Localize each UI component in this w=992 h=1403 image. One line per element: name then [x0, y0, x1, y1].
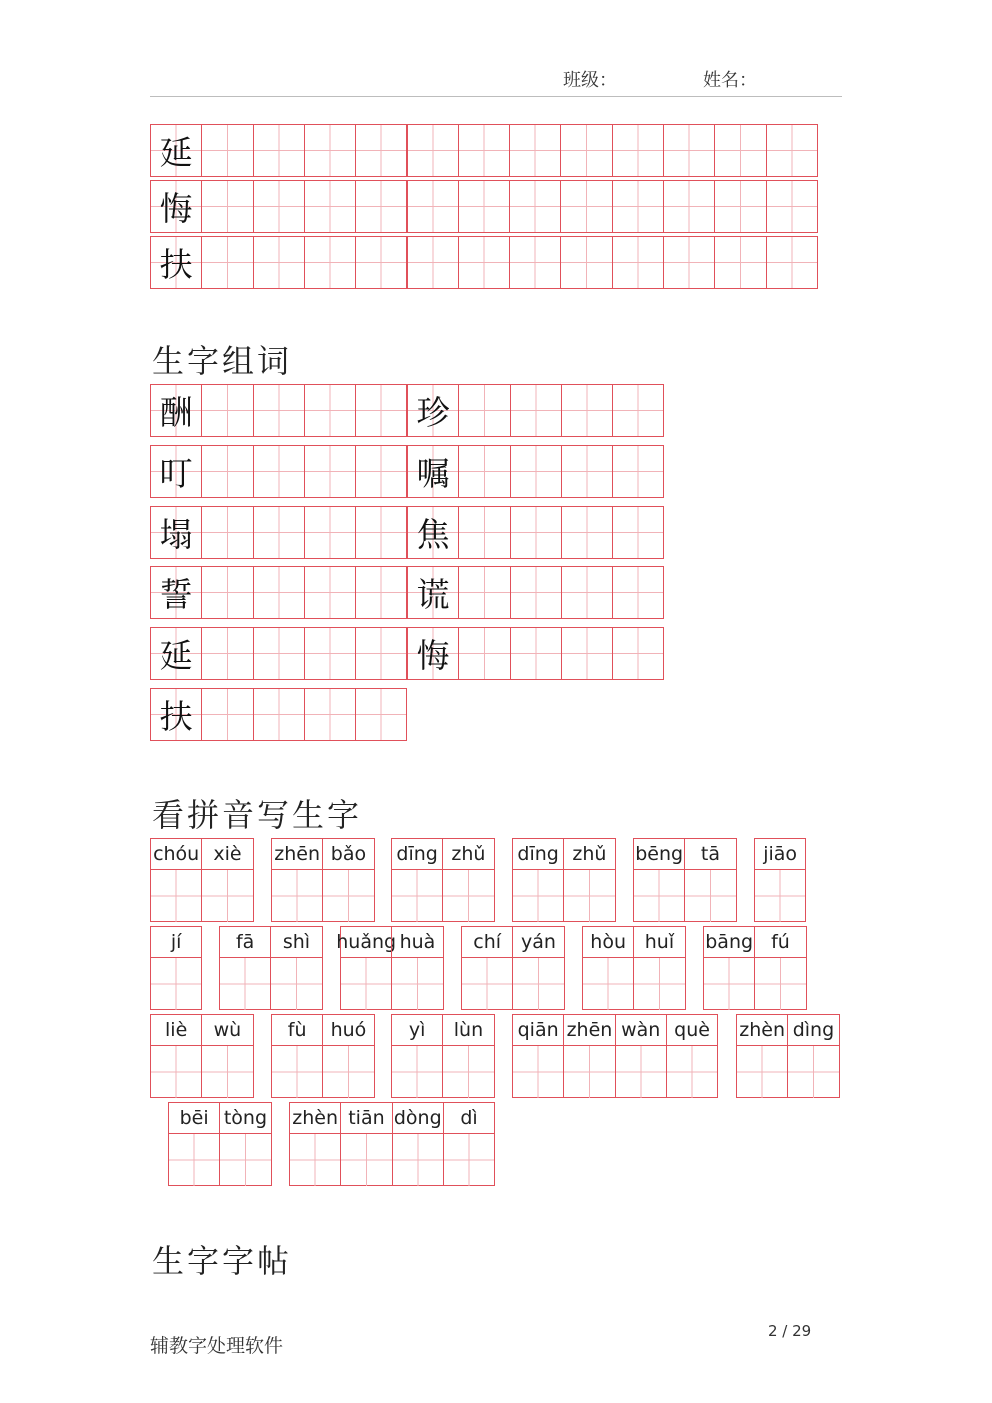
word-blank-cell: [458, 506, 510, 559]
word-blank-cell: [458, 627, 510, 680]
pinyin-cell: [168, 1102, 220, 1186]
pinyin-text: zhèn: [737, 1015, 787, 1046]
pinyin-text: huǎng: [341, 927, 391, 958]
name-label: 姓名：: [703, 70, 757, 91]
word-char: 扶: [159, 697, 193, 736]
word-char: 悔: [416, 636, 450, 675]
pinyin-cell: [703, 926, 755, 1010]
word-char: 叮: [159, 454, 193, 493]
word-char-cell: [407, 506, 459, 559]
pinyin-write-box: [667, 1046, 717, 1098]
pinyin-cell: [391, 838, 443, 922]
pinyin-cell: [512, 838, 564, 922]
word-blank-cell: [355, 688, 407, 741]
word-char: 酬: [159, 393, 193, 432]
pinyin-write-box: [151, 958, 201, 1010]
word-blank-cell: [201, 445, 253, 498]
word-char-cell: [150, 384, 202, 437]
practice-blank-cell: [663, 124, 715, 177]
pinyin-cell: [270, 926, 322, 1010]
practice-blank-cell: [714, 124, 766, 177]
practice-char: 延: [159, 133, 193, 172]
pinyin-write-box: [323, 870, 373, 922]
word-blank-cell: [304, 688, 356, 741]
pinyin-write-box: [220, 1134, 270, 1186]
pinyin-text: zhǔ: [443, 839, 493, 870]
word-char-cell: [150, 627, 202, 680]
pinyin-cell: [219, 1102, 271, 1186]
pinyin-write-box: [341, 958, 391, 1010]
word-blank-cell: [458, 566, 510, 619]
word-blank-cell: [304, 384, 356, 437]
pinyin-text: fù: [272, 1015, 322, 1046]
practice-blank-cell: [612, 236, 664, 289]
practice-blank-cell: [407, 180, 459, 233]
word-blank-cell: [561, 566, 613, 619]
practice-blank-cell: [407, 236, 459, 289]
pinyin-cell: [150, 1014, 202, 1098]
pinyin-cell: [563, 838, 615, 922]
practice-char: 扶: [159, 245, 193, 284]
pinyin-text: zhēn: [564, 1015, 614, 1046]
pinyin-write-box: [513, 958, 563, 1010]
pinyin-write-box: [151, 1046, 201, 1098]
practice-blank-cell: [612, 124, 664, 177]
pinyin-text: fú: [755, 927, 805, 958]
pinyin-write-box: [616, 1046, 666, 1098]
pinyin-cell: [633, 926, 685, 1010]
pinyin-text: yán: [513, 927, 563, 958]
practice-blank-cell: [201, 236, 253, 289]
pinyin-write-box: [341, 1134, 391, 1186]
word-blank-cell: [201, 384, 253, 437]
pinyin-write-box: [443, 870, 493, 922]
pinyin-write-box: [634, 870, 684, 922]
pinyin-cell: [787, 1014, 839, 1098]
pinyin-cell: [150, 838, 202, 922]
pinyin-cell: [754, 838, 806, 922]
pinyin-cell: [736, 1014, 788, 1098]
practice-blank-cell: [355, 124, 407, 177]
class-label: 班级：: [563, 70, 617, 91]
copybook-section-title: 生字字帖: [152, 1242, 293, 1280]
pinyin-cell: [391, 1014, 443, 1098]
practice-blank-cell: [458, 180, 510, 233]
pinyin-cell: [442, 838, 494, 922]
pinyin-text: xiè: [202, 839, 252, 870]
word-char-cell: [150, 506, 202, 559]
word-blank-cell: [355, 566, 407, 619]
practice-blank-cell: [355, 180, 407, 233]
word-char-cell: [407, 566, 459, 619]
practice-blank-cell: [612, 180, 664, 233]
pinyin-text: bēng: [634, 839, 684, 870]
pinyin-text: zhēn: [272, 839, 322, 870]
pinyin-text: tòng: [220, 1103, 270, 1134]
pinyin-text: huǐ: [634, 927, 684, 958]
pinyin-cell: [512, 1014, 564, 1098]
pinyin-cell: [443, 1102, 495, 1186]
pinyin-write-box: [271, 958, 321, 1010]
pinyin-text: liè: [151, 1015, 201, 1046]
pinyin-write-box: [704, 958, 754, 1010]
pinyin-text: dìng: [788, 1015, 838, 1046]
pinyin-write-box: [634, 958, 684, 1010]
word-blank-cell: [253, 445, 305, 498]
pinyin-write-box: [393, 1134, 443, 1186]
word-blank-cell: [304, 627, 356, 680]
pinyin-write-box: [169, 1134, 219, 1186]
pinyin-cell: [684, 838, 736, 922]
pinyin-cell: [150, 926, 202, 1010]
practice-blank-cell: [714, 236, 766, 289]
practice-blank-cell: [766, 124, 818, 177]
word-blank-cell: [561, 627, 613, 680]
practice-blank-cell: [766, 236, 818, 289]
word-blank-cell: [304, 506, 356, 559]
word-blank-cell: [201, 566, 253, 619]
word-char-cell: [407, 384, 459, 437]
word-blank-cell: [612, 506, 664, 559]
pinyin-text: jí: [151, 927, 201, 958]
pinyin-text: chóu: [151, 839, 201, 870]
pinyin-cell: [442, 1014, 494, 1098]
practice-blank-cell: [201, 124, 253, 177]
word-blank-cell: [612, 384, 664, 437]
practice-blank-cell: [663, 236, 715, 289]
word-blank-cell: [253, 688, 305, 741]
word-blank-cell: [612, 445, 664, 498]
pinyin-write-box: [513, 870, 563, 922]
practice-blank-cell: [560, 124, 612, 177]
practice-char-cell: [150, 236, 202, 289]
practice-blank-cell: [253, 124, 305, 177]
practice-blank-cell: [560, 236, 612, 289]
pinyin-cell: [336, 926, 397, 1010]
pinyin-section-title: 看拼音写生字: [152, 796, 363, 834]
pinyin-write-box: [462, 958, 512, 1010]
word-char-cell: [150, 566, 202, 619]
word-char-cell: [150, 688, 202, 741]
pinyin-write-box: [151, 870, 201, 922]
pinyin-cell: [289, 1102, 341, 1186]
pinyin-cell: [392, 1102, 444, 1186]
pinyin-text: jiāo: [755, 839, 805, 870]
footer-software-name: 辅教字处理软件: [150, 1335, 284, 1357]
pinyin-cell: [271, 1014, 323, 1098]
practice-blank-cell: [509, 180, 561, 233]
word-char: 誓: [159, 575, 193, 614]
practice-blank-cell: [509, 236, 561, 289]
pinyin-text: dì: [444, 1103, 494, 1134]
practice-blank-cell: [766, 180, 818, 233]
pinyin-cell: [201, 838, 253, 922]
pinyin-cell: [512, 926, 564, 1010]
pinyin-write-box: [788, 1046, 838, 1098]
word-blank-cell: [201, 627, 253, 680]
pinyin-text: lùn: [443, 1015, 493, 1046]
word-char-cell: [407, 627, 459, 680]
word-char: 嘱: [416, 454, 450, 493]
pinyin-text: dòng: [393, 1103, 443, 1134]
word-blank-cell: [201, 688, 253, 741]
practice-blank-cell: [458, 236, 510, 289]
pinyin-cell: [615, 1014, 667, 1098]
pinyin-write-box: [272, 1046, 322, 1098]
pinyin-cell: [633, 838, 685, 922]
pinyin-write-box: [220, 958, 270, 1010]
word-blank-cell: [510, 566, 562, 619]
pinyin-text: huà: [392, 927, 442, 958]
practice-blank-cell: [458, 124, 510, 177]
word-blank-cell: [355, 445, 407, 498]
practice-blank-cell: [304, 180, 356, 233]
pinyin-text: tā: [685, 839, 735, 870]
word-blank-cell: [201, 506, 253, 559]
word-char: 延: [159, 636, 193, 675]
practice-blank-cell: [714, 180, 766, 233]
pinyin-text: bāng: [704, 927, 754, 958]
pinyin-write-box: [392, 1046, 442, 1098]
pinyin-write-box: [392, 958, 442, 1010]
word-blank-cell: [304, 566, 356, 619]
pinyin-cell: [461, 926, 513, 1010]
word-blank-cell: [253, 627, 305, 680]
word-blank-cell: [561, 506, 613, 559]
practice-blank-cell: [509, 124, 561, 177]
words-section-title: 生字组词: [152, 342, 293, 380]
pinyin-text: huó: [323, 1015, 373, 1046]
pinyin-write-box: [513, 1046, 563, 1098]
pinyin-text: bǎo: [323, 839, 373, 870]
pinyin-cell: [754, 926, 806, 1010]
pinyin-write-box: [564, 1046, 614, 1098]
pinyin-text: bēi: [169, 1103, 219, 1134]
pinyin-write-box: [685, 870, 735, 922]
pinyin-cell: [219, 926, 271, 1010]
word-char: 谎: [416, 575, 450, 614]
pinyin-write-box: [290, 1134, 340, 1186]
word-blank-cell: [510, 627, 562, 680]
word-blank-cell: [561, 445, 613, 498]
practice-blank-cell: [253, 236, 305, 289]
pinyin-text: dīng: [513, 839, 563, 870]
word-blank-cell: [612, 627, 664, 680]
pinyin-text: dīng: [392, 839, 442, 870]
page-number: 2 / 29: [768, 1322, 812, 1340]
practice-char-cell: [150, 124, 202, 177]
pinyin-text: chí: [462, 927, 512, 958]
pinyin-cell: [391, 926, 443, 1010]
pinyin-text: zhǔ: [564, 839, 614, 870]
word-blank-cell: [612, 566, 664, 619]
pinyin-write-box: [755, 870, 805, 922]
word-blank-cell: [253, 384, 305, 437]
pinyin-text: tiān: [341, 1103, 391, 1134]
practice-blank-cell: [201, 180, 253, 233]
word-blank-cell: [253, 506, 305, 559]
word-blank-cell: [510, 445, 562, 498]
pinyin-cell: [201, 1014, 253, 1098]
pinyin-write-box: [202, 1046, 252, 1098]
pinyin-write-box: [737, 1046, 787, 1098]
word-blank-cell: [510, 384, 562, 437]
pinyin-write-box: [755, 958, 805, 1010]
header-divider: [150, 96, 842, 97]
pinyin-text: shì: [271, 927, 321, 958]
practice-blank-cell: [355, 236, 407, 289]
pinyin-text: què: [667, 1015, 717, 1046]
word-blank-cell: [355, 384, 407, 437]
pinyin-cell: [322, 1014, 374, 1098]
word-blank-cell: [510, 506, 562, 559]
practice-blank-cell: [253, 180, 305, 233]
pinyin-write-box: [392, 870, 442, 922]
pinyin-text: hòu: [583, 927, 633, 958]
pinyin-cell: [322, 838, 374, 922]
word-blank-cell: [304, 445, 356, 498]
pinyin-cell: [340, 1102, 392, 1186]
word-blank-cell: [458, 384, 510, 437]
pinyin-text: wàn: [616, 1015, 666, 1046]
pinyin-text: fā: [220, 927, 270, 958]
practice-blank-cell: [304, 124, 356, 177]
word-blank-cell: [355, 506, 407, 559]
word-char: 焦: [416, 515, 450, 554]
word-blank-cell: [253, 566, 305, 619]
pinyin-text: yì: [392, 1015, 442, 1046]
pinyin-write-box: [323, 1046, 373, 1098]
word-blank-cell: [561, 384, 613, 437]
pinyin-write-box: [202, 870, 252, 922]
pinyin-text: zhèn: [290, 1103, 340, 1134]
practice-blank-cell: [663, 180, 715, 233]
pinyin-write-box: [564, 870, 614, 922]
practice-blank-cell: [304, 236, 356, 289]
word-blank-cell: [458, 445, 510, 498]
word-char: 塌: [159, 515, 193, 554]
word-char-cell: [407, 445, 459, 498]
word-char-cell: [150, 445, 202, 498]
pinyin-write-box: [443, 1046, 493, 1098]
pinyin-cell: [666, 1014, 718, 1098]
practice-blank-cell: [407, 124, 459, 177]
pinyin-cell: [563, 1014, 615, 1098]
pinyin-text: qiān: [513, 1015, 563, 1046]
word-char: 珍: [416, 393, 450, 432]
pinyin-write-box: [272, 870, 322, 922]
practice-char: 悔: [159, 189, 193, 228]
pinyin-text: wù: [202, 1015, 252, 1046]
pinyin-cell: [582, 926, 634, 1010]
practice-blank-cell: [560, 180, 612, 233]
pinyin-write-box: [583, 958, 633, 1010]
pinyin-write-box: [444, 1134, 494, 1186]
pinyin-cell: [271, 838, 323, 922]
word-blank-cell: [355, 627, 407, 680]
practice-char-cell: [150, 180, 202, 233]
